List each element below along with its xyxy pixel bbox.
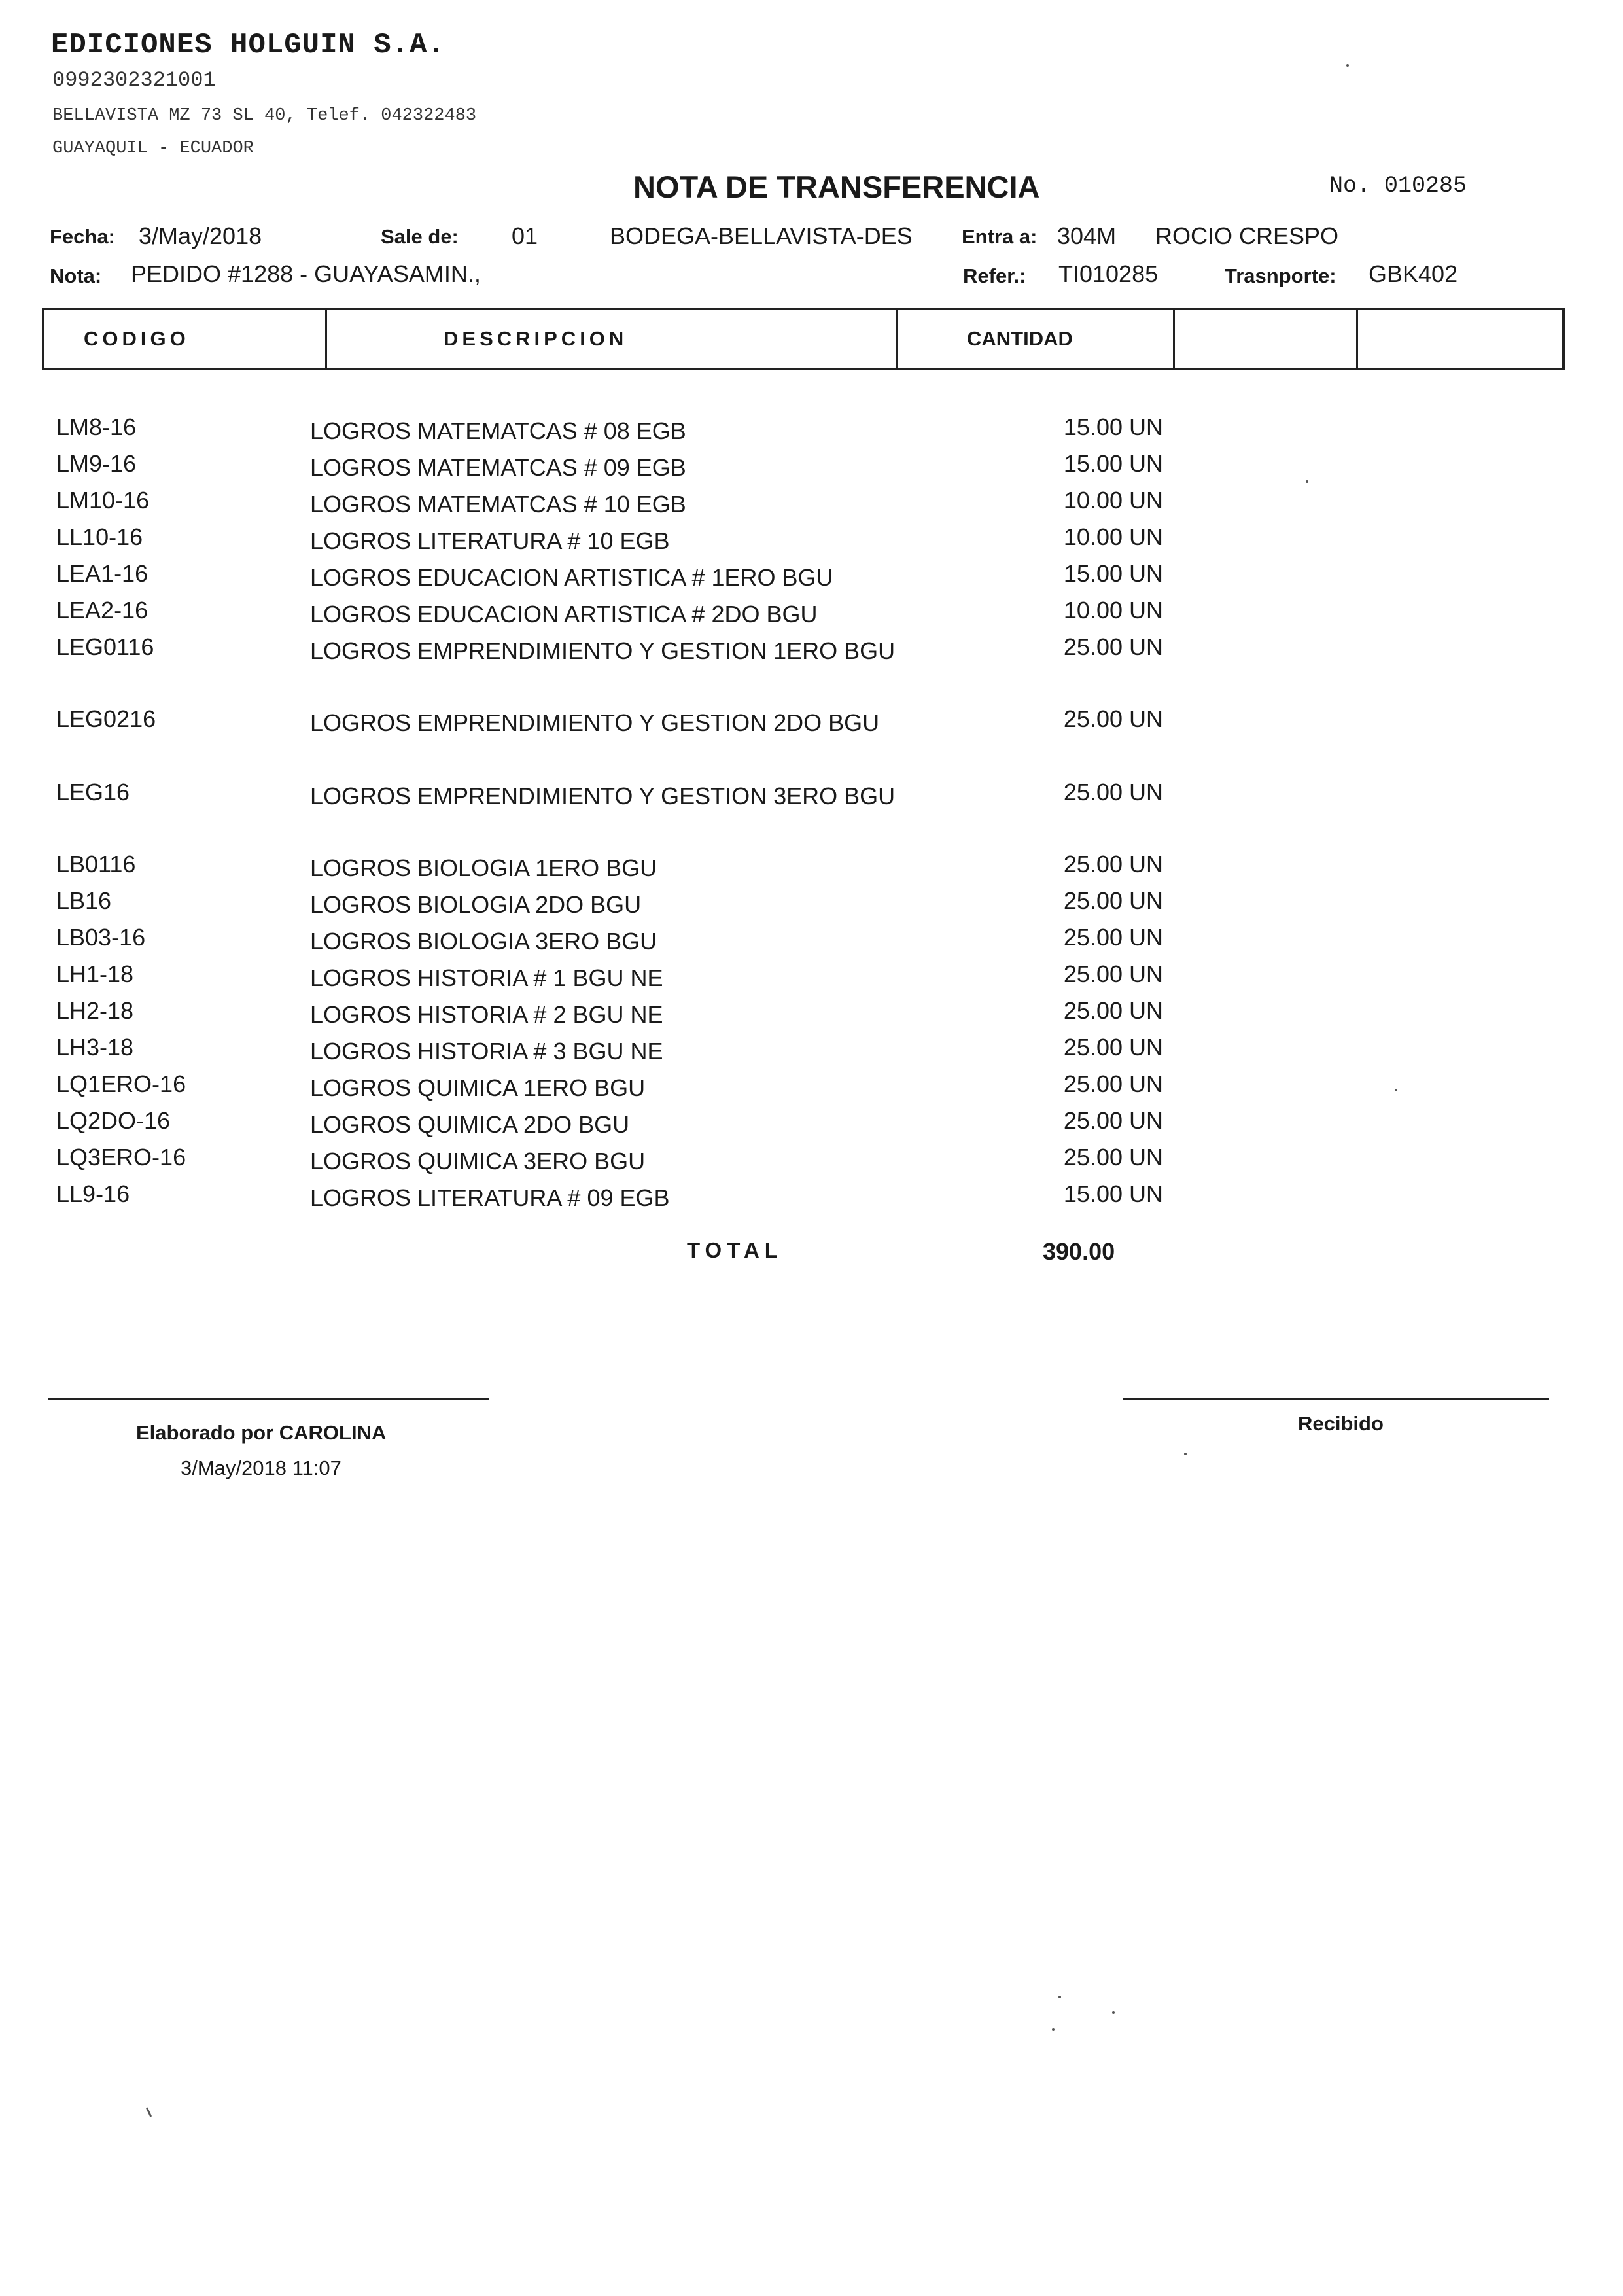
item-description: LOGROS EMPRENDIMIENTO Y GESTION 3ERO BGU <box>310 783 896 809</box>
item-description: LOGROS BIOLOGIA 1ERO BGU <box>310 855 657 881</box>
item-code: LQ1ERO-16 <box>56 1070 186 1097</box>
entra-a-name: ROCIO CRESPO <box>1155 222 1339 249</box>
entra-a-code: 304M <box>1057 222 1117 249</box>
total-label: TOTAL <box>687 1238 783 1262</box>
total-value: 390.00 <box>1043 1238 1115 1265</box>
sale-de-name: BODEGA-BELLAVISTA-DES <box>610 222 913 249</box>
scan-speck <box>1306 480 1308 483</box>
item-quantity: 25.00 UN <box>1063 997 1163 1024</box>
item-quantity: 25.00 UN <box>1063 705 1163 732</box>
item-code: LEG0116 <box>56 633 154 660</box>
item-quantity: 25.00 UN <box>1063 1034 1163 1061</box>
item-code: LEA1-16 <box>56 560 148 587</box>
item-quantity: 15.00 UN <box>1063 1180 1163 1207</box>
header-codigo: CODIGO <box>44 310 327 368</box>
item-description: LOGROS LITERATURA # 09 EGB <box>310 1184 670 1211</box>
item-code: LEG16 <box>56 779 130 805</box>
item-description: LOGROS HISTORIA # 1 BGU NE <box>310 964 663 991</box>
scan-speck <box>1052 2028 1055 2031</box>
item-quantity: 10.00 UN <box>1063 487 1163 514</box>
refer-label: Refer.: <box>963 264 1026 287</box>
document-number: No. 010285 <box>1329 173 1467 199</box>
company-city: GUAYAQUIL - ECUADOR <box>52 139 254 158</box>
sale-de-label: Sale de: <box>381 225 459 248</box>
item-description: LOGROS BIOLOGIA 3ERO BGU <box>310 928 657 955</box>
item-quantity: 25.00 UN <box>1063 961 1163 987</box>
scan-speck <box>1395 1089 1397 1091</box>
item-code: LB16 <box>56 887 112 914</box>
header-blank-1 <box>1175 310 1358 368</box>
item-quantity: 25.00 UN <box>1063 1144 1163 1171</box>
item-quantity: 15.00 UN <box>1063 450 1163 477</box>
scan-speck <box>1058 1996 1061 1998</box>
recibido-signature-line <box>1123 1398 1549 1400</box>
item-code: LB0116 <box>56 851 136 877</box>
item-quantity: 25.00 UN <box>1063 851 1163 877</box>
item-code: LL10-16 <box>56 523 143 550</box>
item-description: LOGROS BIOLOGIA 2DO BGU <box>310 891 642 918</box>
column-header-table <box>42 308 1565 370</box>
item-code: LH2-18 <box>56 997 134 1024</box>
item-code: LH3-18 <box>56 1034 134 1061</box>
item-quantity: 25.00 UN <box>1063 1107 1163 1134</box>
item-code: LL9-16 <box>56 1180 130 1207</box>
elaborado-date: 3/May/2018 11:07 <box>181 1457 341 1479</box>
transporte-label: Trasnporte: <box>1225 264 1336 287</box>
company-name: EDICIONES HOLGUIN S.A. <box>51 29 445 62</box>
header-blank-2 <box>1358 310 1562 368</box>
elaborado-signature-line <box>48 1398 489 1400</box>
refer-value: TI010285 <box>1058 260 1159 287</box>
item-description: LOGROS MATEMATCAS # 08 EGB <box>310 417 686 444</box>
item-code: LEA2-16 <box>56 597 148 624</box>
entra-a-label: Entra a: <box>962 225 1038 248</box>
header-cantidad: CANTIDAD <box>898 310 1175 368</box>
scan-speck <box>1112 2011 1115 2014</box>
nota-value: PEDIDO #1288 - GUAYASAMIN., <box>131 260 481 287</box>
document-title: NOTA DE TRANSFERENCIA <box>633 169 1040 204</box>
item-quantity: 25.00 UN <box>1063 924 1163 951</box>
item-code: LEG0216 <box>56 705 156 732</box>
item-code: LM9-16 <box>56 450 137 477</box>
nota-label: Nota: <box>50 264 102 287</box>
sale-de-code: 01 <box>512 222 538 249</box>
item-code: LQ3ERO-16 <box>56 1144 186 1171</box>
company-address: BELLAVISTA MZ 73 SL 40, Telef. 042322483 <box>52 106 477 126</box>
item-description: LOGROS MATEMATCAS # 09 EGB <box>310 454 686 481</box>
item-description: LOGROS LITERATURA # 10 EGB <box>310 527 670 554</box>
scan-speck <box>1184 1453 1187 1455</box>
item-description: LOGROS EMPRENDIMIENTO Y GESTION 2DO BGU <box>310 709 880 736</box>
item-quantity: 15.00 UN <box>1063 560 1163 587</box>
elaborado-label: Elaborado por CAROLINA <box>136 1421 387 1444</box>
scan-speck <box>146 2107 152 2117</box>
recibido-label: Recibido <box>1298 1412 1384 1435</box>
item-description: LOGROS EDUCACION ARTISTICA # 2DO BGU <box>310 601 818 627</box>
item-description: LOGROS QUIMICA 2DO BGU <box>310 1111 630 1138</box>
fecha-value: 3/May/2018 <box>139 222 262 249</box>
transporte-value: GBK402 <box>1369 260 1458 287</box>
item-quantity: 15.00 UN <box>1063 414 1163 440</box>
item-code: LB03-16 <box>56 924 146 951</box>
item-description: LOGROS QUIMICA 3ERO BGU <box>310 1148 646 1174</box>
company-ruc: 0992302321001 <box>52 68 216 92</box>
item-code: LM10-16 <box>56 487 150 514</box>
item-description: LOGROS EDUCACION ARTISTICA # 1ERO BGU <box>310 564 833 591</box>
item-description: LOGROS HISTORIA # 3 BGU NE <box>310 1038 663 1065</box>
item-description: LOGROS MATEMATCAS # 10 EGB <box>310 491 686 518</box>
header-descripcion: DESCRIPCION <box>327 310 898 368</box>
item-quantity: 10.00 UN <box>1063 523 1163 550</box>
item-quantity: 25.00 UN <box>1063 779 1163 805</box>
item-quantity: 25.00 UN <box>1063 1070 1163 1097</box>
item-quantity: 25.00 UN <box>1063 633 1163 660</box>
item-code: LM8-16 <box>56 414 137 440</box>
fecha-label: Fecha: <box>50 225 115 248</box>
item-code: LQ2DO-16 <box>56 1107 171 1134</box>
item-description: LOGROS EMPRENDIMIENTO Y GESTION 1ERO BGU <box>310 637 896 664</box>
item-description: LOGROS QUIMICA 1ERO BGU <box>310 1074 646 1101</box>
item-quantity: 10.00 UN <box>1063 597 1163 624</box>
item-quantity: 25.00 UN <box>1063 887 1163 914</box>
item-description: LOGROS HISTORIA # 2 BGU NE <box>310 1001 663 1028</box>
scan-speck <box>1346 64 1349 67</box>
item-code: LH1-18 <box>56 961 134 987</box>
